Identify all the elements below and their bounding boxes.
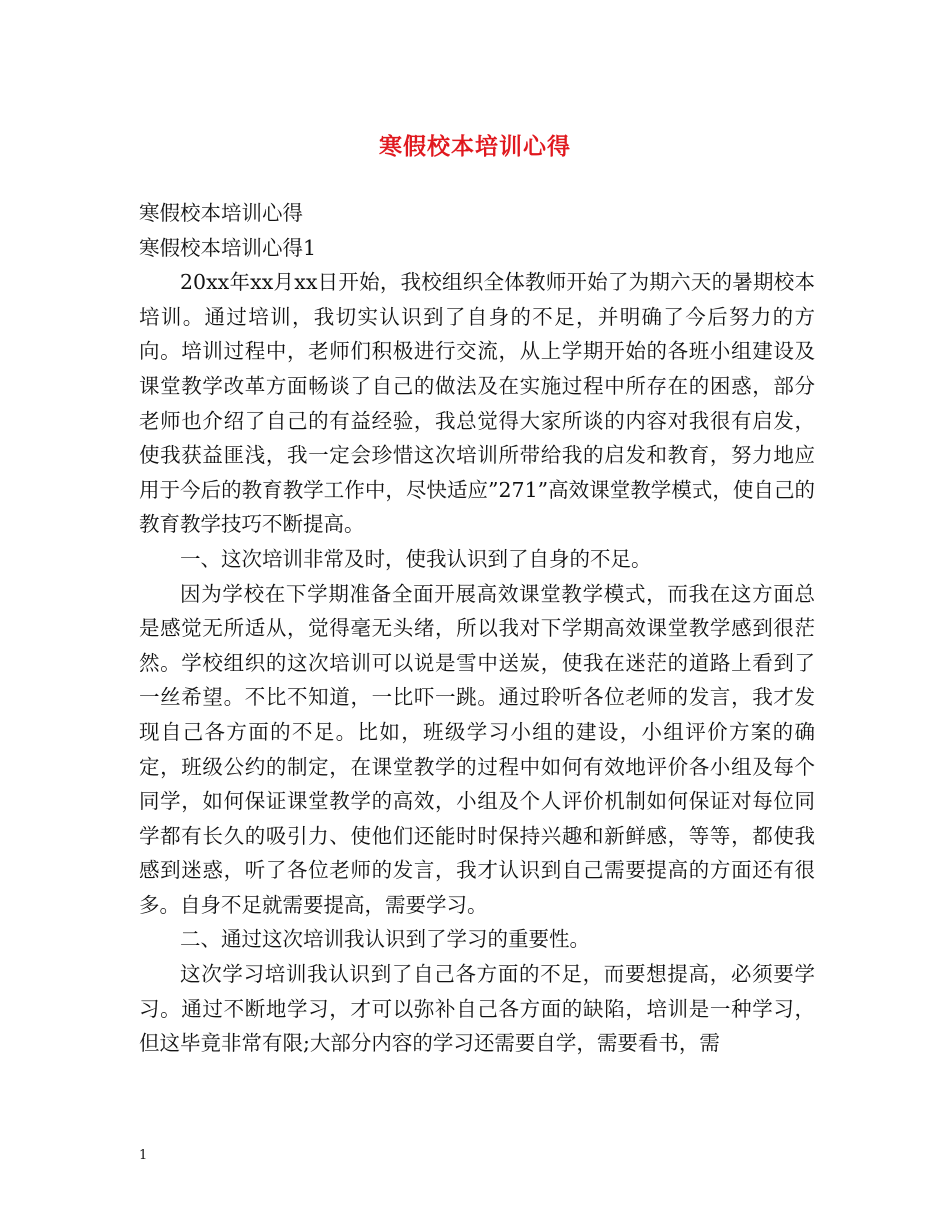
section-heading: 寒假校本培训心得1 [139,235,317,260]
paragraph: 20xx年xx月xx日开始，我校组织全体教师开始了为期六天的暑期校本培训。通过培训，我切实认识到了自身的不足，并明确了今后努力的方向。培训过程中，老师们积极进行交流，从上学期开始的各班小组建设及课堂教学改革方面畅谈了自己的做法及在实施过程中所存在的困惑，部分老师也介绍了自己的有益经验，我总觉得大家所谈的内容对我很有启发，使我获益匪浅，我一定会珍惜这次培训所带给我的启发和教育，努力地应用于今后的教育教学工作中，尽快适应”271”高效课堂教学模式，使自己的教育教学技巧不断提高。 [139,270,815,537]
document-title: 寒假校本培训心得 [379,133,571,160]
document-body [139,196,815,1061]
paragraph-heading: 一、这次培训非常及时，使我认识到了自身的不足。 [180,546,652,571]
subtitle-line: 寒假校本培训心得 [139,201,303,225]
paragraph: 这次学习培训我认识到了自己各方面的不足，而要想提高，必须要学习。通过不断地学习，才可以弥补自己各方面的缺陷，培训是一种学习，但这毕竟非常有限;大部分内容的学习还需要自学，需要看书，需 [139,962,815,1056]
paragraph-heading: 二、通过这次培训我认识到了学习的重要性。 [180,927,590,952]
paragraph: 因为学校在下学期准备全面开展高效课堂教学模式，而我在这方面总是感觉无所适从，觉得毫无头绪，所以我对下学期高效课堂教学感到很茫然。学校组织的这次培训可以说是雪中送炭，使我在迷茫的道路上看到了一丝希望。不比不知道，一比吓一跳。通过聆听各位老师的发言，我才发现自己各方面的不足。比如，班级学习小组的建设，小组评价方案的确定，班级公约的制定，在课堂教学的过程中如何有效地评价各小组及每个同学，如何保证课堂教学的高效，小组及个人评价机制如何保证对每位同学都有长久的吸引力、使他们还能时时保持兴趣和新鲜感，等等，都使我感到迷惑，听了各位老师的发言，我才认识到自己需要提高的方面还有很多。自身不足就需要提高，需要学习。 [139,581,815,917]
page-number: 1 [139,1148,148,1163]
